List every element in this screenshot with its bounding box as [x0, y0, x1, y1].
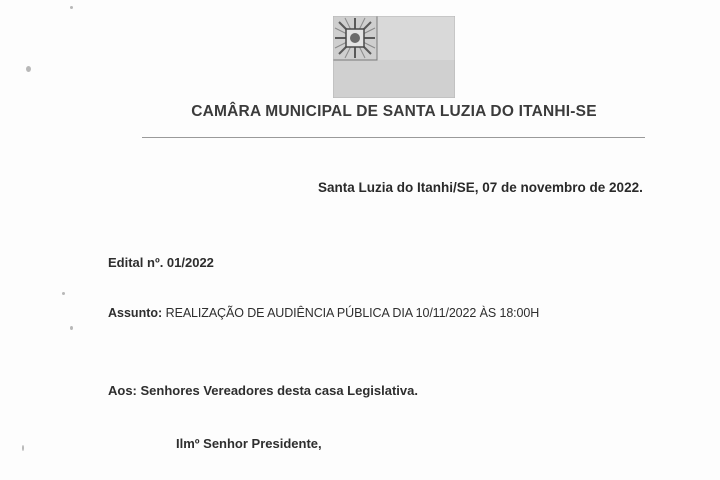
chamber-title: CAMÂRA MUNICIPAL DE SANTA LUZIA DO ITANHI-SE [191, 103, 597, 120]
subject-label: Assunto: [108, 306, 163, 320]
municipal-flag-emblem [333, 16, 455, 98]
scan-speck [62, 292, 65, 295]
recipients-line: Aos: Senhores Vereadores desta casa Legislativa. [108, 383, 418, 398]
subject-text: REALIZAÇÃO DE AUDIÊNCIA PÚBLICA DIA 10/11/2022 ÀS 18:00H [165, 306, 540, 320]
edital-number: Edital nº. 01/2022 [108, 255, 214, 270]
scan-speck [22, 445, 24, 451]
subject-line [108, 306, 539, 320]
scan-speck [70, 6, 73, 9]
salutation: Ilmº Senhor Presidente, [176, 436, 322, 451]
scan-speck [26, 66, 31, 72]
place-and-date: Santa Luzia do Itanhi/SE, 07 de novembro de 2022. [318, 180, 643, 195]
header-divider [142, 137, 645, 138]
scan-speck [70, 326, 73, 330]
